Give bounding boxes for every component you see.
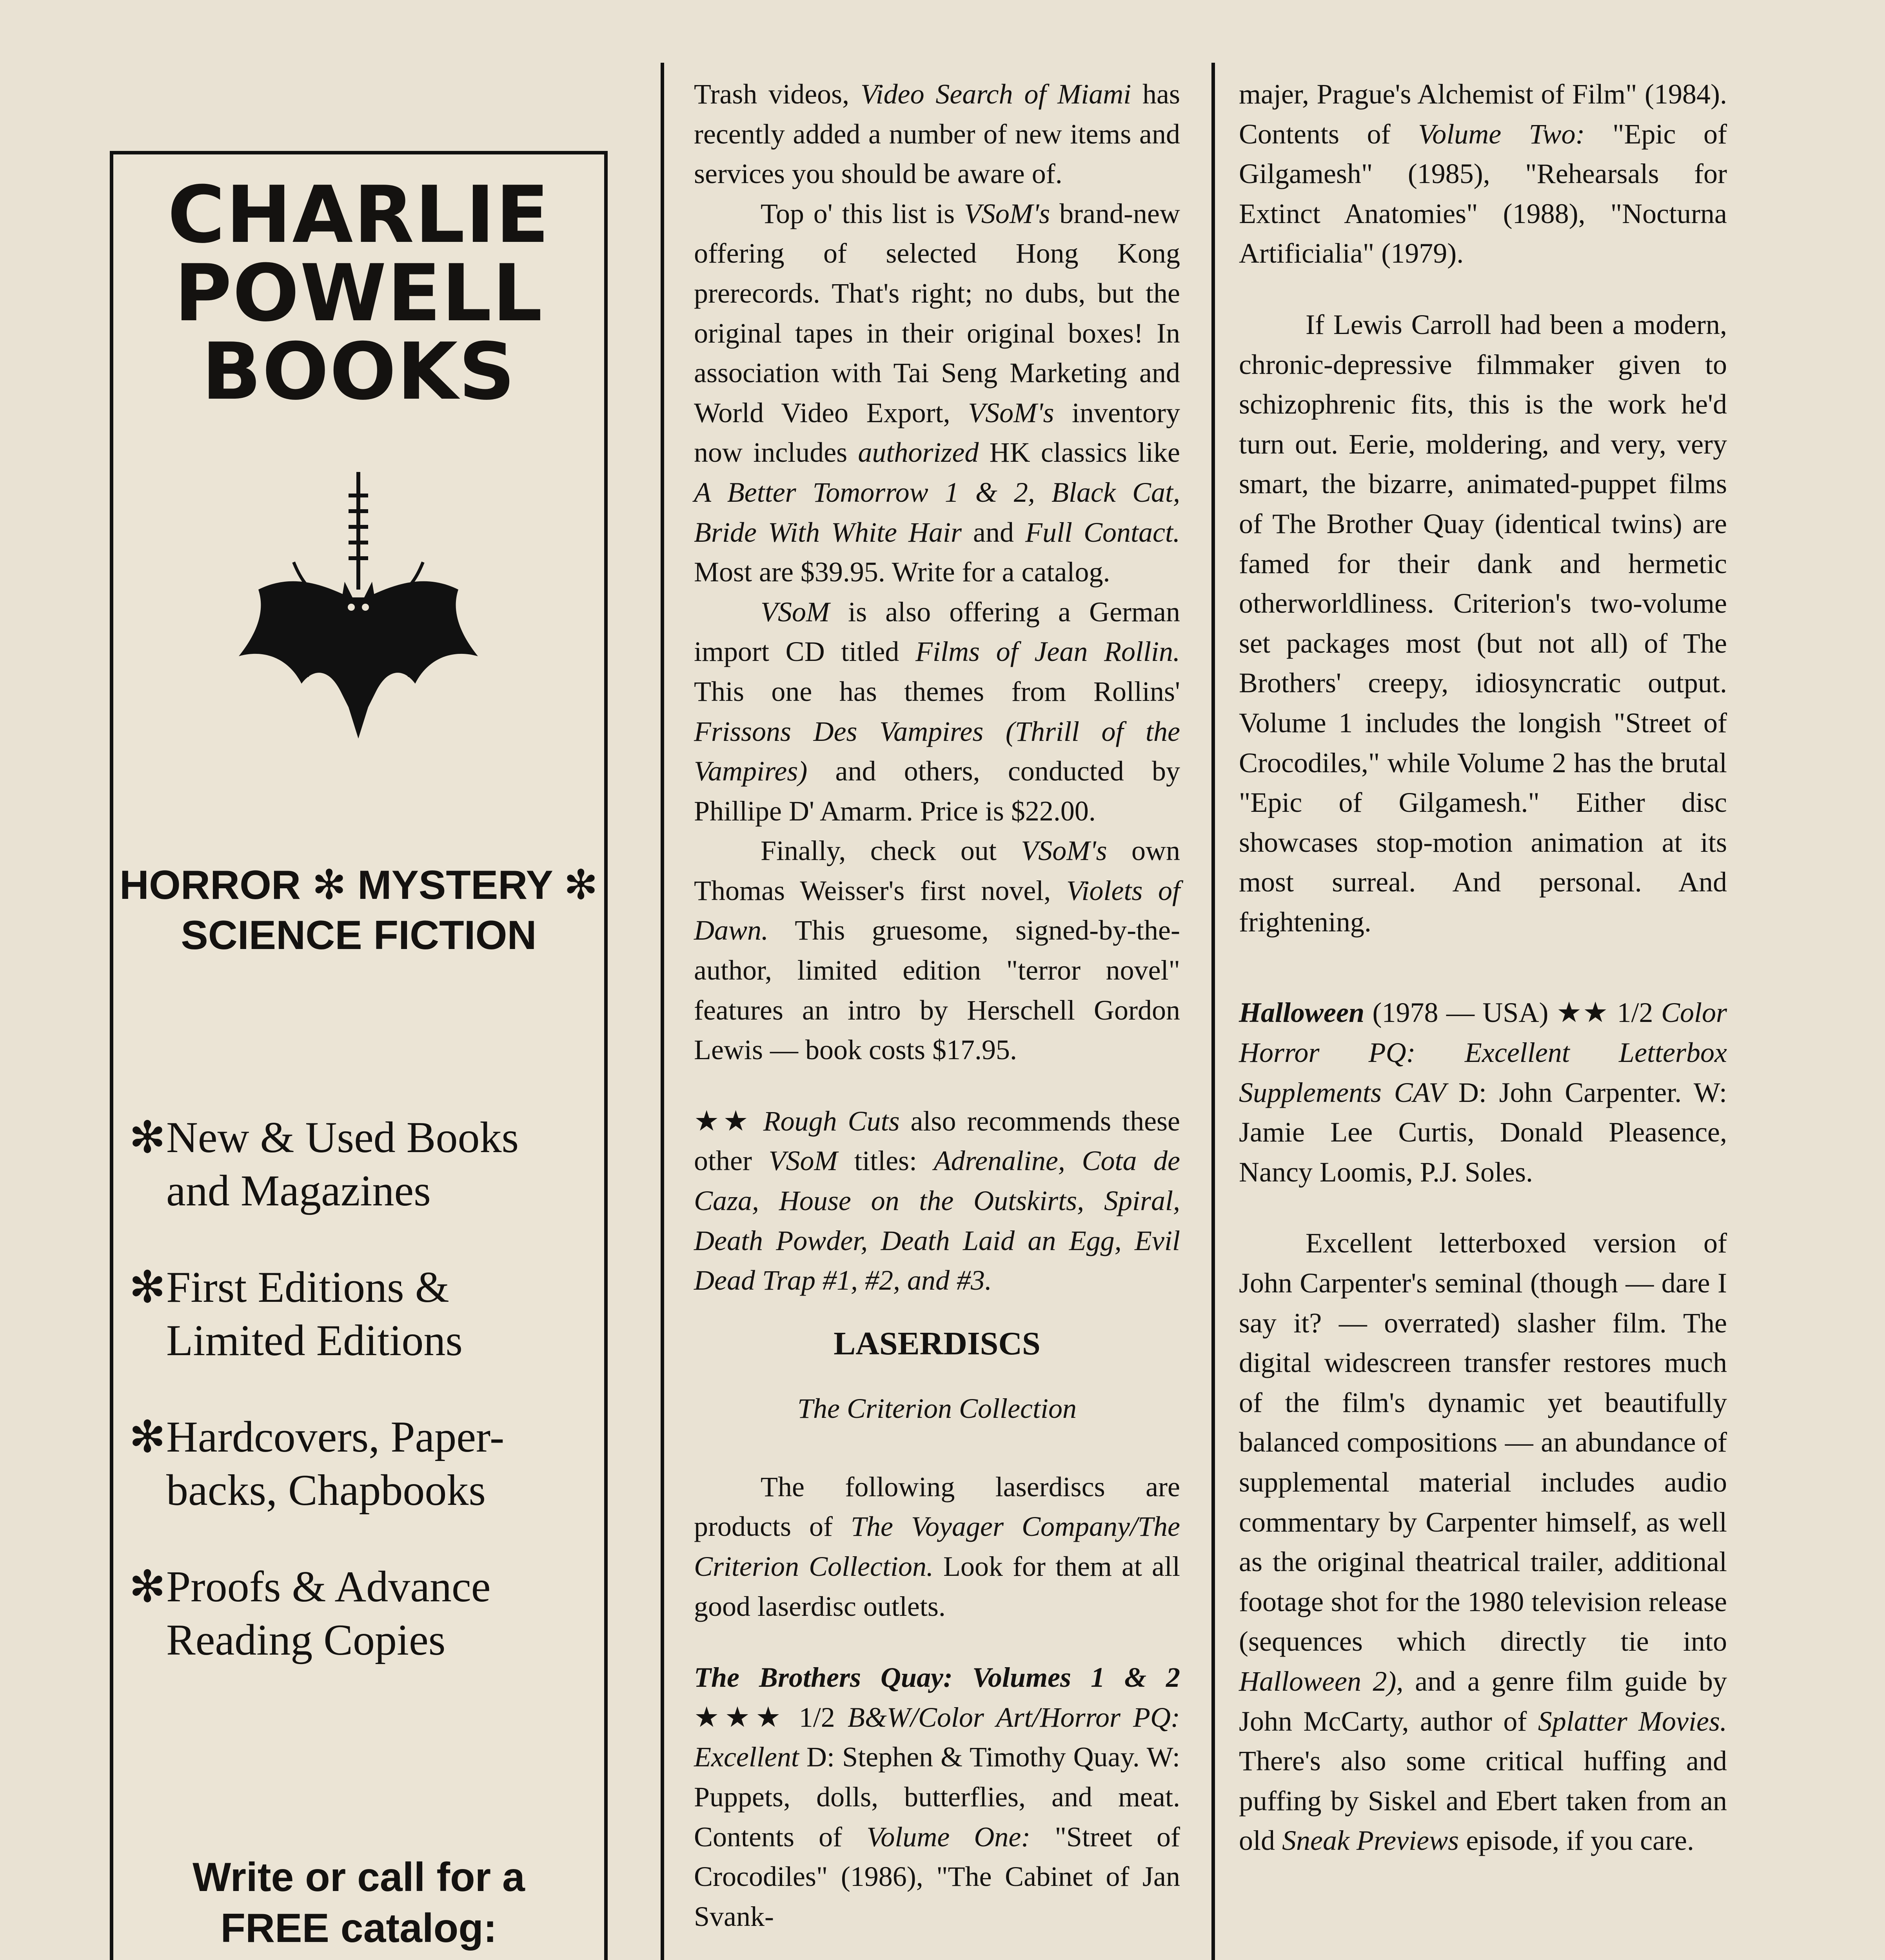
text-run: D: John Carpenter. W: Jamie Lee Curtis, Donald Pleasence, Nancy Loomis, P.J. Soles. — [1239, 1076, 1727, 1188]
italic-run: VSoM — [768, 1145, 838, 1177]
text-run: episode, if you care. — [1459, 1825, 1694, 1857]
subsection-heading: The Criterion Collection — [797, 1392, 1077, 1424]
asterisk-icon: ✻ — [129, 1112, 166, 1163]
text-run: majer, Prague's Alchemist of Film" (1984). Contents of — [1239, 78, 1727, 150]
spacer — [694, 1070, 1180, 1102]
text-run: and others, conducted by Phillipe D' Amarm. Price is $22.00. — [694, 755, 1180, 827]
ad-feature-text: and Magazines — [166, 1167, 431, 1215]
spacer — [694, 1626, 1180, 1658]
ad-feature-item — [129, 1261, 596, 1367]
rating-stars: ★★★ 1/2 — [694, 1701, 848, 1733]
text-run: Finally, check out — [761, 835, 1021, 867]
ad-genres — [113, 860, 604, 960]
rating-stars: ★★ — [694, 1105, 763, 1137]
ad-feature-list — [129, 1111, 596, 1710]
bookstore-advertisement — [110, 151, 608, 1960]
paragraph — [694, 1467, 1180, 1626]
italic-run: VSoM — [761, 596, 830, 628]
ad-title-line: CHARLIE — [167, 169, 550, 261]
text-run: and a genre film guide by John McCarty, author of — [1239, 1665, 1727, 1737]
text-run: D: Stephen & Timothy Quay. W: Puppets, dolls, butterflies, and meat. Contents of — [694, 1741, 1180, 1853]
italic-run: Frissons Des Vampires (Thrill of the Vampires) — [694, 715, 1180, 787]
text-run: Top o' this list is — [761, 198, 964, 229]
text-run: also recommends these other — [694, 1105, 1180, 1177]
column-rule — [661, 63, 664, 1960]
ad-cta-line: Write or call for a — [192, 1855, 525, 1900]
paragraph — [694, 194, 1180, 592]
italic-run: Volume Two: — [1418, 118, 1585, 150]
text-run: This one has themes from Rollins' — [694, 675, 1180, 707]
italic-run: VSoM's — [1021, 835, 1107, 867]
article-column-middle — [694, 74, 1180, 1936]
asterisk-icon: ✻ — [129, 1412, 166, 1463]
text-run: The following laserdiscs are products of — [694, 1471, 1180, 1543]
text-run: brand-new offering of selected Hong Kong prerecords. That's right; no dubs, but the original tapes in their original boxes! In association with Tai Seng Marketing and World Video Export, — [694, 198, 1180, 428]
text-run: inventory now includes — [694, 397, 1180, 468]
text-run: is also offering a German import CD titled — [694, 596, 1180, 668]
ad-title-line: BOOKS — [202, 326, 516, 417]
italic-run: VSoM's — [964, 198, 1050, 229]
ad-feature-text: Proofs & Advance — [166, 1563, 491, 1611]
spacer — [1239, 1192, 1727, 1223]
italic-run: Full Contact. — [1025, 516, 1180, 548]
text-run: Trash videos, — [694, 78, 861, 110]
entry-meta: Color Horror PQ: Excellent Letterbox Supplements CAV — [1239, 997, 1727, 1108]
review-entry — [1239, 993, 1727, 1192]
paragraph — [694, 74, 1180, 194]
italic-run: Video Search of Miami — [860, 78, 1131, 110]
ad-feature-text: backs, Chapbooks — [166, 1466, 486, 1515]
ad-feature-text: Reading Copies — [166, 1616, 446, 1664]
text-run: and — [962, 516, 1025, 548]
text-run: "Street of Crocodiles" (1986), "The Cabinet of Jan Svank- — [694, 1821, 1180, 1932]
paragraph — [694, 1102, 1180, 1301]
paragraph — [694, 831, 1180, 1070]
ad-genres-line: HORROR ✻ MYSTERY ✻ — [119, 862, 598, 908]
text-run: "Epic of Gilgamesh" (1985), "Rehearsals for Extinct Anatomies" (1988), "Nocturna Artificialia" (1979). — [1239, 118, 1727, 269]
ad-title-line: POWELL — [174, 248, 543, 339]
ad-feature-text: Limited Editions — [166, 1316, 463, 1365]
text-run: HK classics like — [979, 437, 1180, 468]
ad-feature-text: Hardcovers, Paper- — [166, 1413, 505, 1461]
italic-run: Sneak Previews — [1282, 1825, 1459, 1857]
section-heading: LASERDISCS — [834, 1325, 1041, 1362]
italic-run: A Better Tomorrow 1 & 2, Black Cat, Bride With White Hair — [694, 476, 1180, 548]
ad-title — [113, 169, 604, 417]
text-run: Excellent letterboxed version of John Carpenter's seminal (though — dare I say it? — overrated) slasher film. The digital widescreen transfer restores much of the film's dynamic yet beautifully balanced compositions — an abundance of supplemental material includes audio commentary by Carpenter himself, as well as the original theatrical trailer, additional footage shot for the 1980 television release (sequences which directly tie into — [1239, 1227, 1727, 1657]
paragraph — [694, 592, 1180, 831]
text-run: has recently added a number of new items and services you should be aware of. — [694, 78, 1180, 190]
ad-feature-item — [129, 1560, 596, 1667]
italic-run: The Voyager Company/The Criterion Collection. — [694, 1511, 1180, 1582]
paragraph — [1239, 1223, 1727, 1861]
paragraph — [1239, 74, 1727, 274]
italic-run: authorized — [858, 437, 979, 468]
italic-run: Adrenaline, Cota de Caza, House on the Outskirts, Spiral, Death Powder, Death Laid an Egg, Evil Dead Trap #1, #2, and #3. — [694, 1145, 1180, 1296]
ad-feature-text: First Editions & — [166, 1263, 449, 1312]
italic-run: VSoM's — [968, 397, 1054, 428]
text-run: There's also some critical huffing and puffing by Siskel and Ebert taken from an old — [1239, 1745, 1727, 1857]
ad-feature-text: New & Used Books — [166, 1113, 519, 1162]
entry-meta: B&W/Color Art/Horror PQ: Excellent — [694, 1701, 1180, 1773]
italic-run: Films of Jean Rollin. — [915, 636, 1180, 668]
text-run: titles: — [837, 1145, 934, 1177]
italic-run: Halloween 2), — [1239, 1665, 1404, 1697]
ad-cta-line: FREE catalog: — [220, 1906, 497, 1951]
text-run: Look for them at all good laserdisc outlets. — [694, 1551, 1180, 1622]
italic-run: Splatter Movies. — [1538, 1705, 1727, 1737]
italic-run: Volume One: — [866, 1821, 1031, 1853]
entry-title: The Brothers Quay: Volumes 1 & 2 — [694, 1662, 1180, 1693]
ad-genres-line: SCIENCE FICTION — [181, 913, 537, 958]
review-entry — [694, 1658, 1180, 1936]
ad-call-to-action — [113, 1852, 604, 1954]
article-column-right — [1239, 74, 1727, 1861]
text-run: (1978 — USA) ★★ 1/2 — [1364, 997, 1661, 1029]
entry-title: Halloween — [1239, 997, 1364, 1029]
text-run: Most are $39.95. Write for a catalog. — [694, 556, 1110, 588]
text-run: This gruesome, signed-by-the-author, limited edition "terror novel" features an intro by Herschell Gordon Lewis — book costs $17.95. — [694, 915, 1180, 1066]
spacer — [1239, 942, 1727, 993]
bat-icon — [231, 472, 486, 809]
italic-run: Violets of Dawn. — [694, 875, 1180, 946]
asterisk-icon: ✻ — [129, 1262, 166, 1313]
ad-feature-item — [129, 1410, 596, 1517]
asterisk-icon: ✻ — [129, 1561, 166, 1612]
text-run: own Thomas Weisser's first novel, — [694, 835, 1180, 906]
spacer — [1239, 274, 1727, 305]
italic-run: Rough Cuts — [763, 1105, 900, 1137]
column-rule — [1211, 63, 1215, 1960]
paragraph: If Lewis Carroll had been a modern, chronic-depressive filmmaker given to schizophrenic fits, this is the work he'd turn out. Eerie, moldering, and very, very smart, the bizarre, animated-puppet films of The Brother Quay (identical twins) are famed for their dank and hermetic otherworldliness. Criterion's two-volume set packages most (but not all) of The Brothers' creepy, idiosyncratic output. Volume 1 includes the longish "Street of Crocodiles," while Volume 2 has the brutal "Epic of Gilgamesh." Either disc showcases stop-motion animation at its most surreal. And personal. And frightening. — [1239, 309, 1727, 938]
ad-feature-item — [129, 1111, 596, 1218]
